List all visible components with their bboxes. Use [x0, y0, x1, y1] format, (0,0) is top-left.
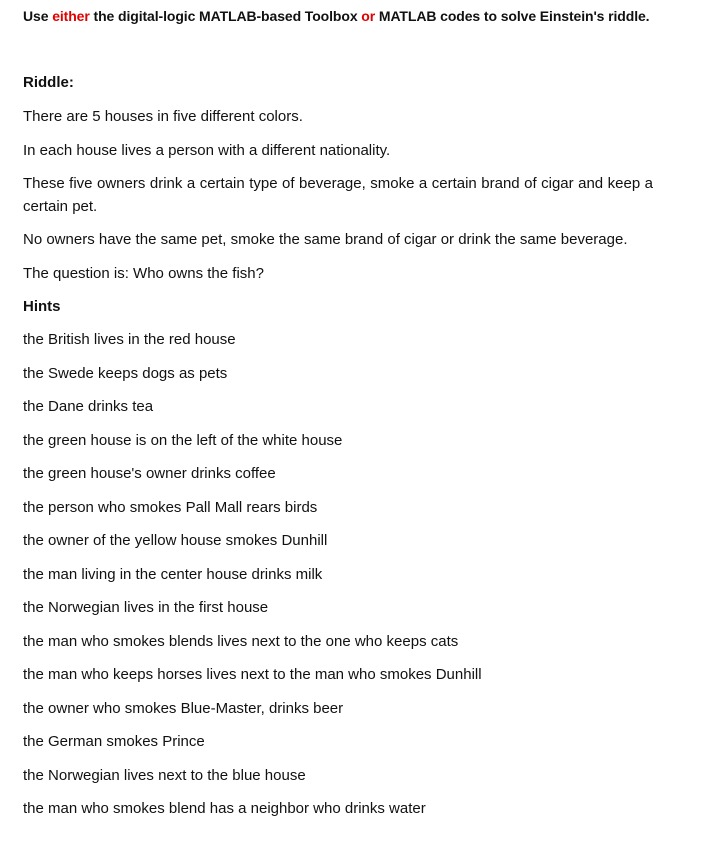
hint-item: the man who smokes blends lives next to the one who keeps cats — [23, 632, 459, 650]
hint-item: the British lives in the red house — [23, 331, 236, 348]
hint-item: the Swede keeps dogs as pets — [23, 364, 228, 382]
hint-item: the Norwegian lives next to the blue house — [23, 766, 306, 784]
instruction-text-2: the digital-logic MATLAB-based Toolbox — [89, 8, 362, 24]
instruction-or-word: or — [361, 8, 376, 24]
hint-item: the owner who smokes Blue-Master, drinks beer — [23, 699, 344, 717]
hint-item: the Dane drinks tea — [23, 398, 154, 415]
riddle-paragraph-1: There are 5 houses in five different colors. — [23, 108, 303, 125]
instruction-line — [23, 8, 649, 24]
hint-item: the green house's owner drinks coffee — [23, 465, 276, 482]
riddle-paragraph-3: These five owners drink a certain type of beverage, smoke a certain brand of cigar and keep a certain pet. — [23, 175, 653, 215]
riddle-paragraph-4: No owners have the same pet, smoke the same brand of cigar or drink the same beverage. — [23, 231, 628, 248]
hint-item: the owner of the yellow house smokes Dunhill — [23, 532, 328, 549]
hint-item: the green house is on the left of the white house — [23, 431, 343, 449]
riddle-heading: Riddle: — [23, 74, 74, 91]
hints-heading: Hints — [23, 298, 61, 315]
instruction-either-word: either — [52, 8, 90, 24]
riddle-question: The question is: Who owns the fish? — [23, 265, 264, 282]
hints-list — [23, 328, 482, 831]
hint-item: the man who smokes blend has a neighbor who drinks water — [23, 800, 426, 817]
instruction-text-3: MATLAB codes to solve Einstein's riddle. — [375, 8, 650, 24]
hint-item: the man who keeps horses lives next to the man who smokes Dunhill — [23, 666, 482, 683]
instruction-text-1: Use — [23, 8, 53, 24]
hint-item: the person who smokes Pall Mall rears birds — [23, 498, 318, 516]
riddle-paragraph-2: In each house lives a person with a different nationality. — [23, 142, 391, 159]
hint-item: the German smokes Prince — [23, 733, 205, 750]
hint-item: the man living in the center house drinks milk — [23, 565, 323, 583]
hint-item: the Norwegian lives in the first house — [23, 599, 269, 616]
